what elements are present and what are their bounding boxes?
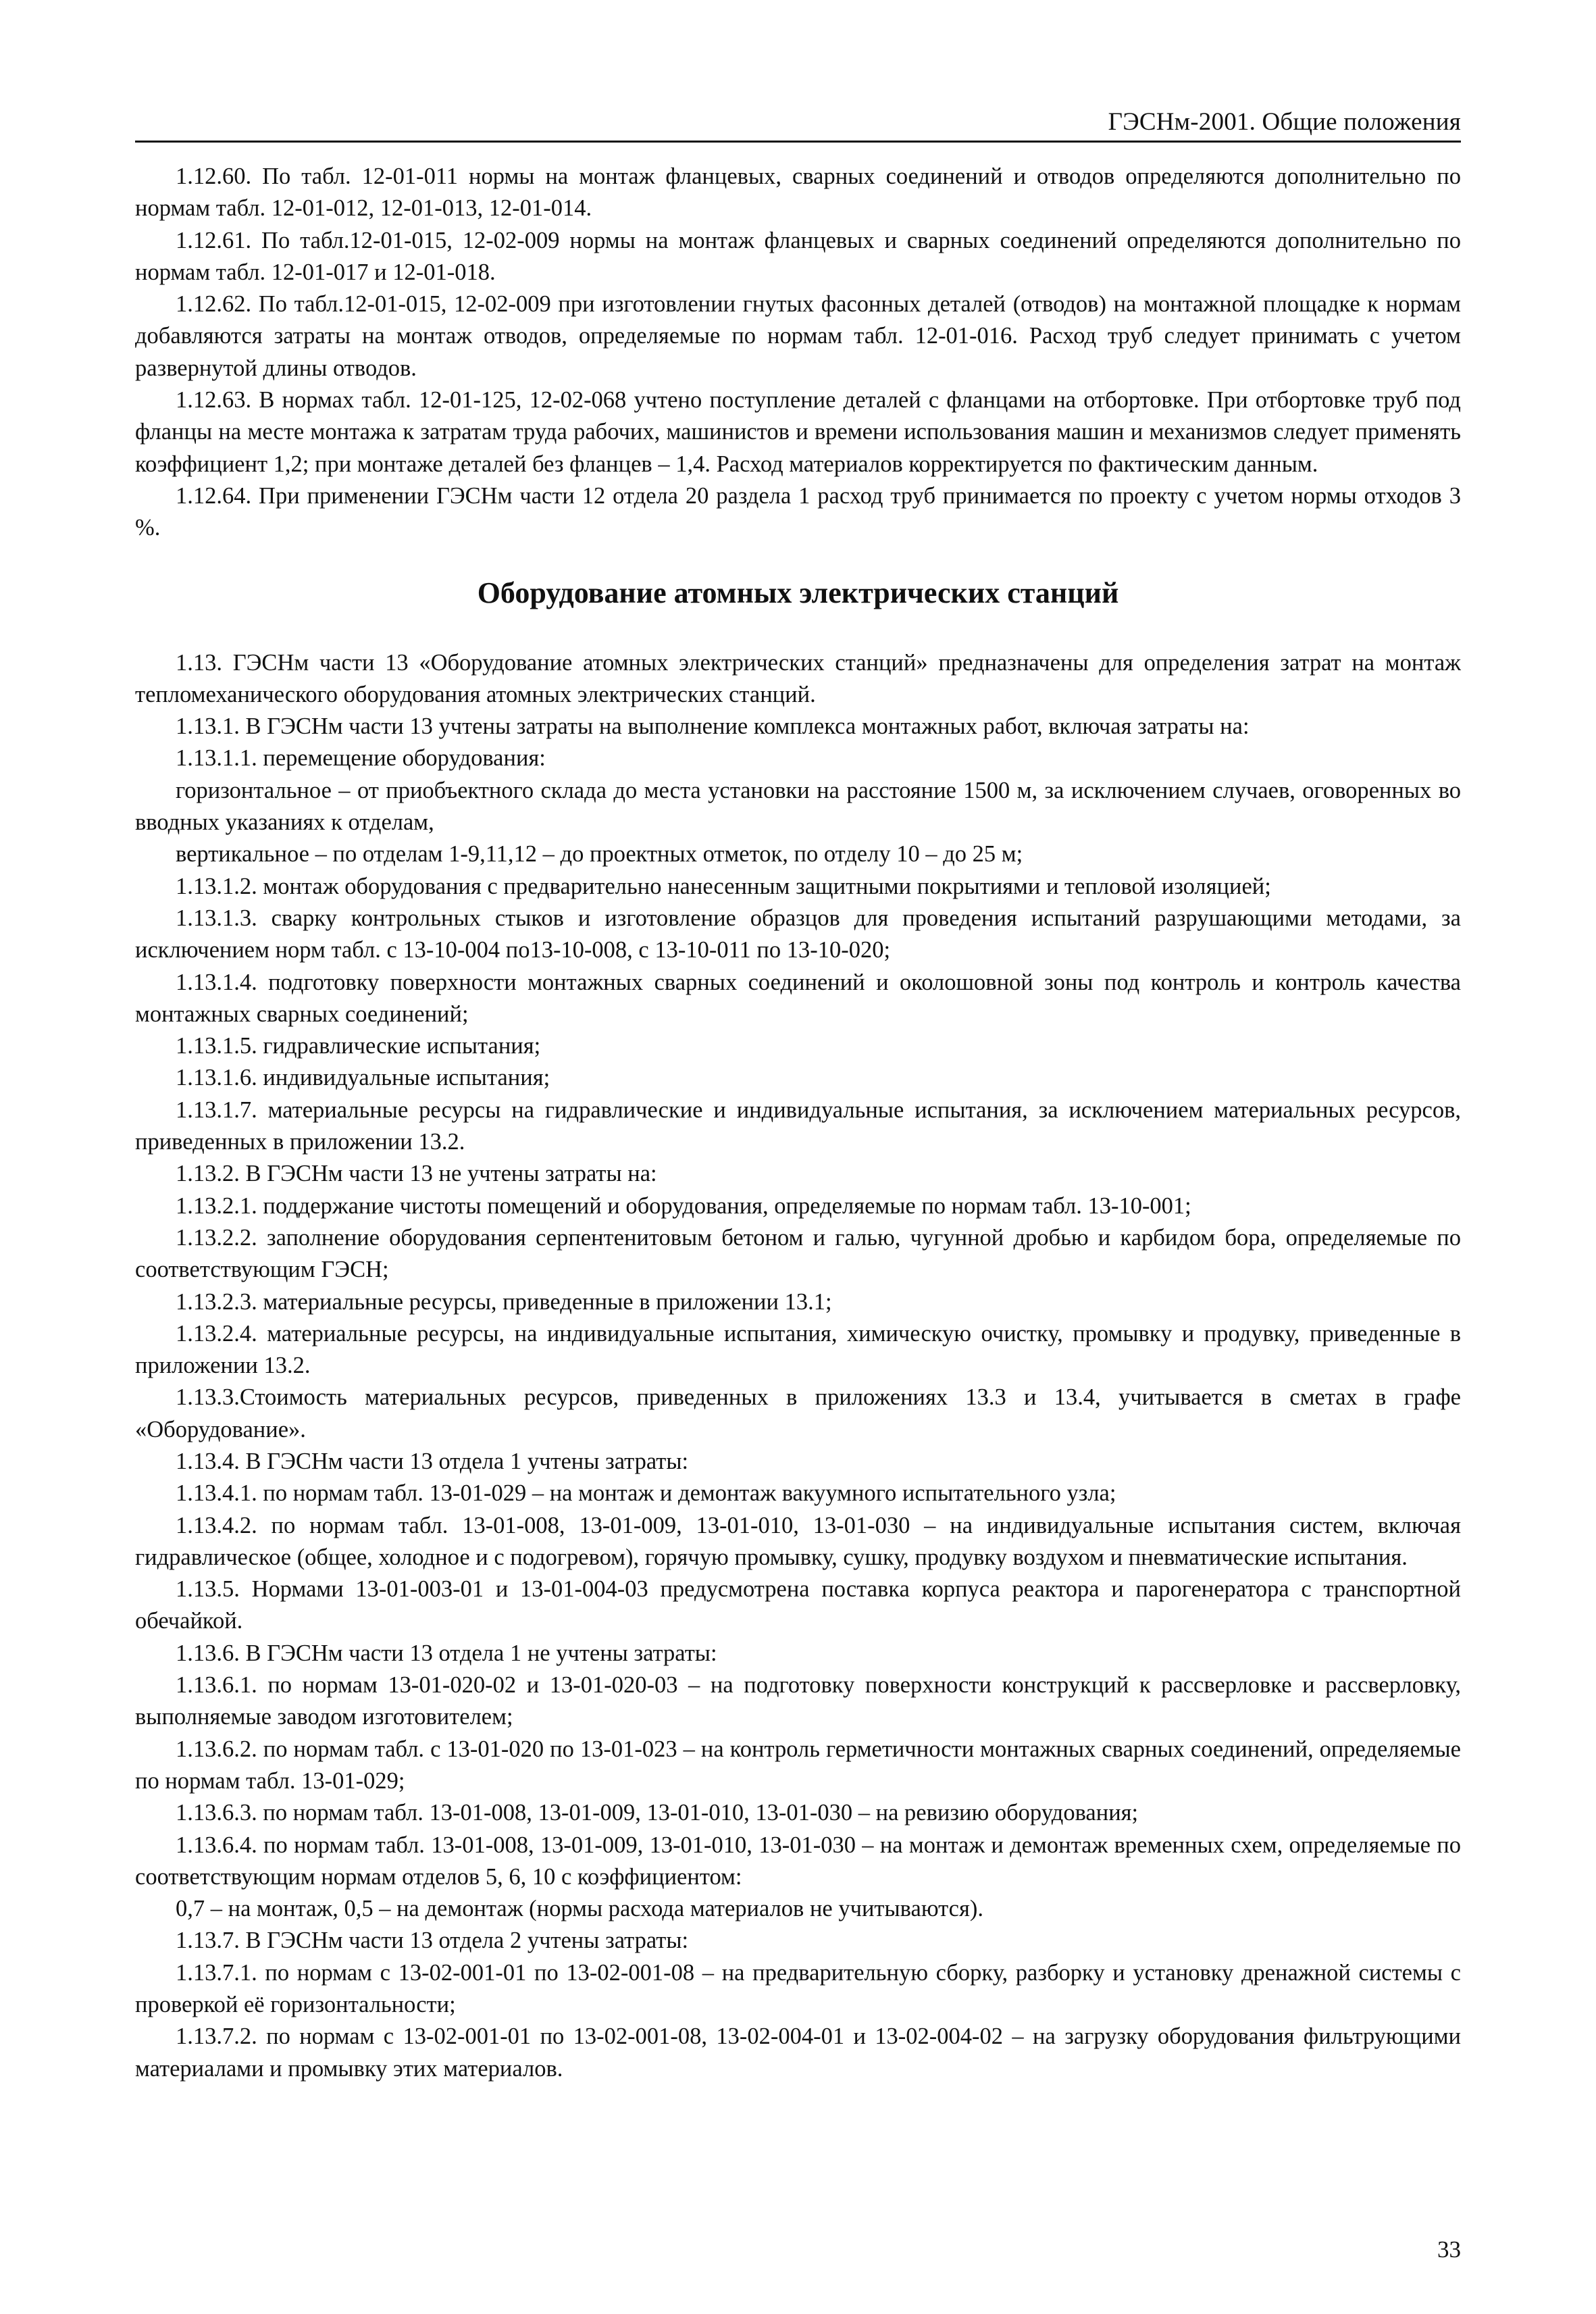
paragraph-1-13-3: 1.13.3.Стоимость материальных ресурсов, приведенных в приложениях 13.3 и 13.4, учитывается в сметах в графе «Оборудование». [135,1384,1461,1442]
paragraph-1-13-1-3: 1.13.1.3. сварку контрольных стыков и изготовление образцов для проведения испытаний разрушающими методами, за исключением норм табл. с 13-10-004 по13-10-008, с 13-10-011 по 13-10-020; [135,905,1461,963]
paragraph-1-12-62: 1.12.62. По табл.12-01-015, 12-02-009 при изготовлении гнутых фасонных деталей (отводов) на монтажной площадке к нормам добавляются затраты на монтаж отводов, определяемые по нормам табл. 12-01-016. Расход труб следует принимать с учетом развернутой длины отводов. [135,291,1461,381]
page-number: 33 [1437,2236,1461,2263]
paragraph-1-13-2-2: 1.13.2.2. заполнение оборудования серпентенитовым бетоном и галью, чугунной дробью и карбидом бора, определяемые по соответствующим ГЭСН; [135,1224,1461,1283]
paragraph-1-12-64: 1.12.64. При применении ГЭСНм части 12 отдела 20 раздела 1 расход труб принимается по проекту с учетом нормы отходов 3 %. [135,482,1461,541]
paragraph-1-13-7: 1.13.7. В ГЭСНм части 13 отдела 2 учтены затраты: [176,1928,689,1954]
paragraph-1-13-7-1: 1.13.7.1. по нормам с 13-02-001-01 по 13-02-001-08 – на предварительную сборку, разборку и установку дренажной системы с проверкой её горизонтальности; [135,1959,1461,2018]
paragraph-1-13-6-3: 1.13.6.3. по нормам табл. 13-01-008, 13-01-009, 13-01-010, 13-01-030 – на ревизию оборудования; [176,1800,1139,1826]
paragraph-1-13-2-4: 1.13.2.4. материальные ресурсы, на индивидуальные испытания, химическую очистку, промывку и продувку, приведенные в приложении 13.2. [135,1320,1461,1379]
paragraph-1-13-5: 1.13.5. Нормами 13-01-003-01 и 13-01-004-03 предусмотрена поставка корпуса реактора и парогенератора с транспортной обечайкой. [135,1576,1461,1634]
paragraph-1-13-7-2: 1.13.7.2. по нормам с 13-02-001-01 по 13-02-001-08, 13-02-004-01 и 13-02-004-02 – на загрузку оборудования фильтрующими материалами и промывку этих материалов. [135,2023,1461,2082]
section-heading: Оборудование атомных электрических станций [477,576,1119,609]
paragraph-1-13-2-3: 1.13.2.3. материальные ресурсы, приведенные в приложении 13.1; [176,1288,832,1315]
paragraph-1-13-6: 1.13.6. В ГЭСНм части 13 отдела 1 не учтены затраты: [176,1640,717,1666]
paragraph-1-13-4: 1.13.4. В ГЭСНм части 13 отдела 1 учтены затраты: [176,1448,689,1474]
paragraph-1-13-1-2: 1.13.1.2. монтаж оборудования с предварительно нанесенным защитными покрытиями и тепловой изоляцией; [176,873,1271,899]
paragraph-1-13-2-1: 1.13.2.1. поддержание чистоты помещений и оборудования, определяемые по нормам табл. 13-10-001; [176,1192,1191,1219]
paragraph-1-13-4-2: 1.13.4.2. по нормам табл. 13-01-008, 13-01-009, 13-01-010, 13-01-030 – на индивидуальные испытания систем, включая гидравлическое (общее, холодное и с подогревом), горячую промывку, сушку, продувку воздухом и пневматические испытания. [135,1512,1461,1570]
paragraph-1-12-61: 1.12.61. По табл.12-01-015, 12-02-009 нормы на монтаж фланцевых и сварных соединений определяются дополнительно по нормам табл. 12-01-017 и 12-01-018. [135,227,1461,285]
page-header [135,101,1461,143]
paragraph-1-13-1-4: 1.13.1.4. подготовку поверхности монтажных сварных соединений и околошовной зоны под контроль и контроль качества монтажных сварных соединений; [135,969,1461,1027]
paragraph-1-13-6-1: 1.13.6.1. по нормам 13-01-020-02 и 13-01-020-03 – на подготовку поверхности конструкций к рассверловке и рассверловку, выполняемые заводом изготовителем; [135,1672,1461,1730]
paragraph-1-13-1-7: 1.13.1.7. материальные ресурсы на гидравлические и индивидуальные испытания, за исключением материальных ресурсов, приведенных в приложении 13.2. [135,1097,1461,1155]
paragraph-1-13-2: 1.13.2. В ГЭСНм части 13 не учтены затраты на: [176,1161,657,1187]
paragraph-1-12-60: 1.12.60. По табл. 12-01-011 нормы на монтаж фланцевых, сварных соединений и отводов определяются дополнительно по нормам табл. 12-01-012, 12-01-013, 12-01-014. [135,164,1461,222]
paragraph-1-13-1-1: 1.13.1.1. перемещение оборудования: [176,745,546,772]
document-body [135,161,1461,2085]
paragraph-1-13-4-1: 1.13.4.1. по нормам табл. 13-01-029 – на монтаж и демонтаж вакуумного испытательного узла; [176,1480,1116,1507]
paragraph-1-13-6-2: 1.13.6.2. по нормам табл. с 13-01-020 по 13-01-023 – на контроль герметичности монтажных сварных соединений, определяемые по нормам табл. 13-01-029; [135,1736,1461,1794]
paragraph-1-13-1-5: 1.13.1.5. гидравлические испытания; [176,1033,541,1059]
paragraph-1-13: 1.13. ГЭСНм части 13 «Оборудование атомных электрических станций» предназначены для определения затрат на монтаж тепломеханического оборудования атомных электрических станций. [135,649,1461,707]
paragraph-1-13-6-4: 1.13.6.4. по нормам табл. 13-01-008, 13-01-009, 13-01-010, 13-01-030 – на монтаж и демонтаж временных схем, определяемые по соответствующим нормам отделов 5, 6, 10 с коэффициентом: [135,1832,1461,1890]
paragraph-coefficients: 0,7 – на монтаж, 0,5 – на демонтаж (нормы расхода материалов не учитываются). [176,1896,983,1922]
paragraph-1-12-63: 1.12.63. В нормах табл. 12-01-125, 12-02-068 учтено поступление деталей с фланцами на отбортовке. При отбортовке труб под фланцы на месте монтажа к затратам труда рабочих, машинистов и времени использования машин и механизмов следует применять коэффициент 1,2; при монтаже деталей без фланцев – 1,4. Расход материалов корректируется по фактическим данным. [135,387,1461,477]
paragraph-1-13-1-6: 1.13.1.6. индивидуальные испытания; [176,1065,550,1091]
running-header-title: ГЭСНм-2001. Общие положения [1108,108,1461,136]
paragraph-horizontal-move: горизонтальное – от приобъектного склада до места установки на расстояние 1500 м, за исключением случаев, оговоренных во вводных указаниях к отделам, [135,777,1461,836]
paragraph-vertical-move: вертикальное – по отделам 1-9,11,12 – до проектных отметок, по отделу 10 – до 25 м; [176,841,1023,867]
paragraph-1-13-1: 1.13.1. В ГЭСНм части 13 учтены затраты на выполнение комплекса монтажных работ, включая затраты на: [176,713,1250,740]
